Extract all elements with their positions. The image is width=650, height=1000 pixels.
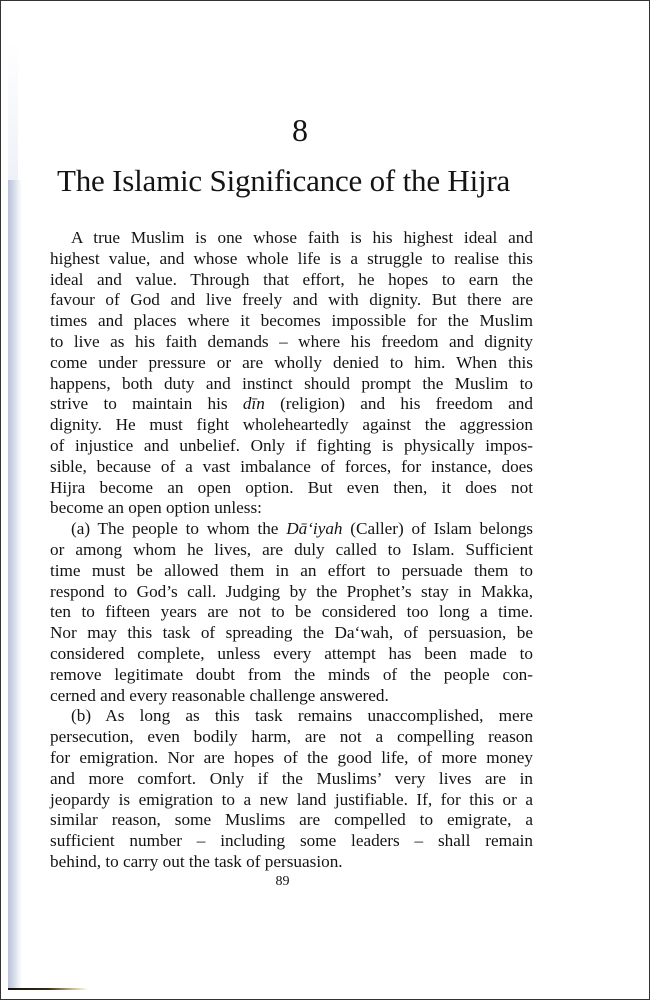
text-line: ten to fifteen years are not to be considered too long a time. bbox=[50, 602, 533, 622]
text-line: to live as his faith demands – where his freedom and dignity bbox=[50, 331, 533, 351]
page-number: 89 bbox=[275, 874, 290, 889]
text-line: considered complete, unless every attempt has been made to bbox=[50, 643, 533, 663]
text-line: Nor may this task of spreading the Da‘wah, of persuasion, be bbox=[50, 623, 533, 643]
text-line: behind, to carry out the task of persuasion. bbox=[50, 851, 343, 871]
text-line: highest value, and whose whole life is a struggle to realise this bbox=[50, 248, 533, 268]
text-line: or among whom he lives, are duly called to Islam. Sufficient bbox=[50, 539, 533, 559]
text-line: respond to God’s call. Judging by the Prophet’s stay in Makka, bbox=[50, 581, 533, 601]
text-line: sufficient number – including some leaders – shall remain bbox=[50, 831, 533, 851]
text-line: jeopardy is emigration to a new land justifiable. If, for this or a bbox=[50, 789, 533, 809]
paragraph-intro bbox=[50, 228, 533, 519]
text-line: time must be allowed them in an effort to persuade them to bbox=[50, 560, 533, 580]
text-line: happens, both duty and instinct should prompt the Muslim to bbox=[50, 373, 533, 393]
italic-term: Dā‘iyah bbox=[286, 519, 343, 539]
text-line: become an open option unless: bbox=[50, 498, 262, 518]
text-line: for emigration. Nor are hopes of the good life, of more money bbox=[50, 747, 533, 767]
chapter-number: 8 bbox=[292, 112, 308, 148]
chapter-title: The Islamic Significance of the Hijra bbox=[57, 163, 511, 198]
paragraph-condition-a bbox=[50, 519, 533, 706]
text-line: Hijra become an open option. But even then, it does not bbox=[50, 477, 533, 497]
text-line: of injustice and unbelief. Only if fighting is physically impos- bbox=[50, 435, 533, 455]
text-line: similar reason, some Muslims are compelled to emigrate, a bbox=[50, 810, 533, 830]
text-line: come under pressure or are wholly denied to him. When this bbox=[50, 352, 533, 372]
text-line: ideal and value. Through that effort, he hopes to earn the bbox=[50, 269, 533, 289]
text-line: favour of God and live freely and with dignity. But there are bbox=[50, 290, 533, 310]
text-line: persecution, even bodily harm, are not a compelling reason bbox=[50, 727, 533, 747]
italic-term: dīn bbox=[242, 394, 265, 414]
paragraph-condition-b bbox=[50, 706, 533, 872]
text-line: and more comfort. Only if the Muslims’ very lives are in bbox=[50, 768, 533, 788]
text-line: (b) As long as this task remains unaccomplished, mere bbox=[71, 706, 533, 726]
text-line: times and places where it becomes impossible for the Muslim bbox=[50, 311, 533, 331]
text-line: A true Muslim is one whose faith is his highest ideal and bbox=[71, 228, 533, 247]
text-line: remove legitimate doubt from the minds of the people con- bbox=[50, 664, 533, 684]
body-text bbox=[50, 228, 533, 873]
text-line: (a) The people to whom the Dā‘iyah (Caller) of Islam belongs bbox=[71, 519, 533, 539]
text-line: cerned and every reasonable challenge answered. bbox=[50, 685, 389, 705]
text-line: strive to maintain his dīn (religion) and his freedom and bbox=[50, 394, 533, 414]
text-line: dignity. He must fight wholeheartedly against the aggression bbox=[50, 415, 533, 435]
text-line: sible, because of a vast imbalance of forces, for instance, does bbox=[50, 456, 533, 476]
